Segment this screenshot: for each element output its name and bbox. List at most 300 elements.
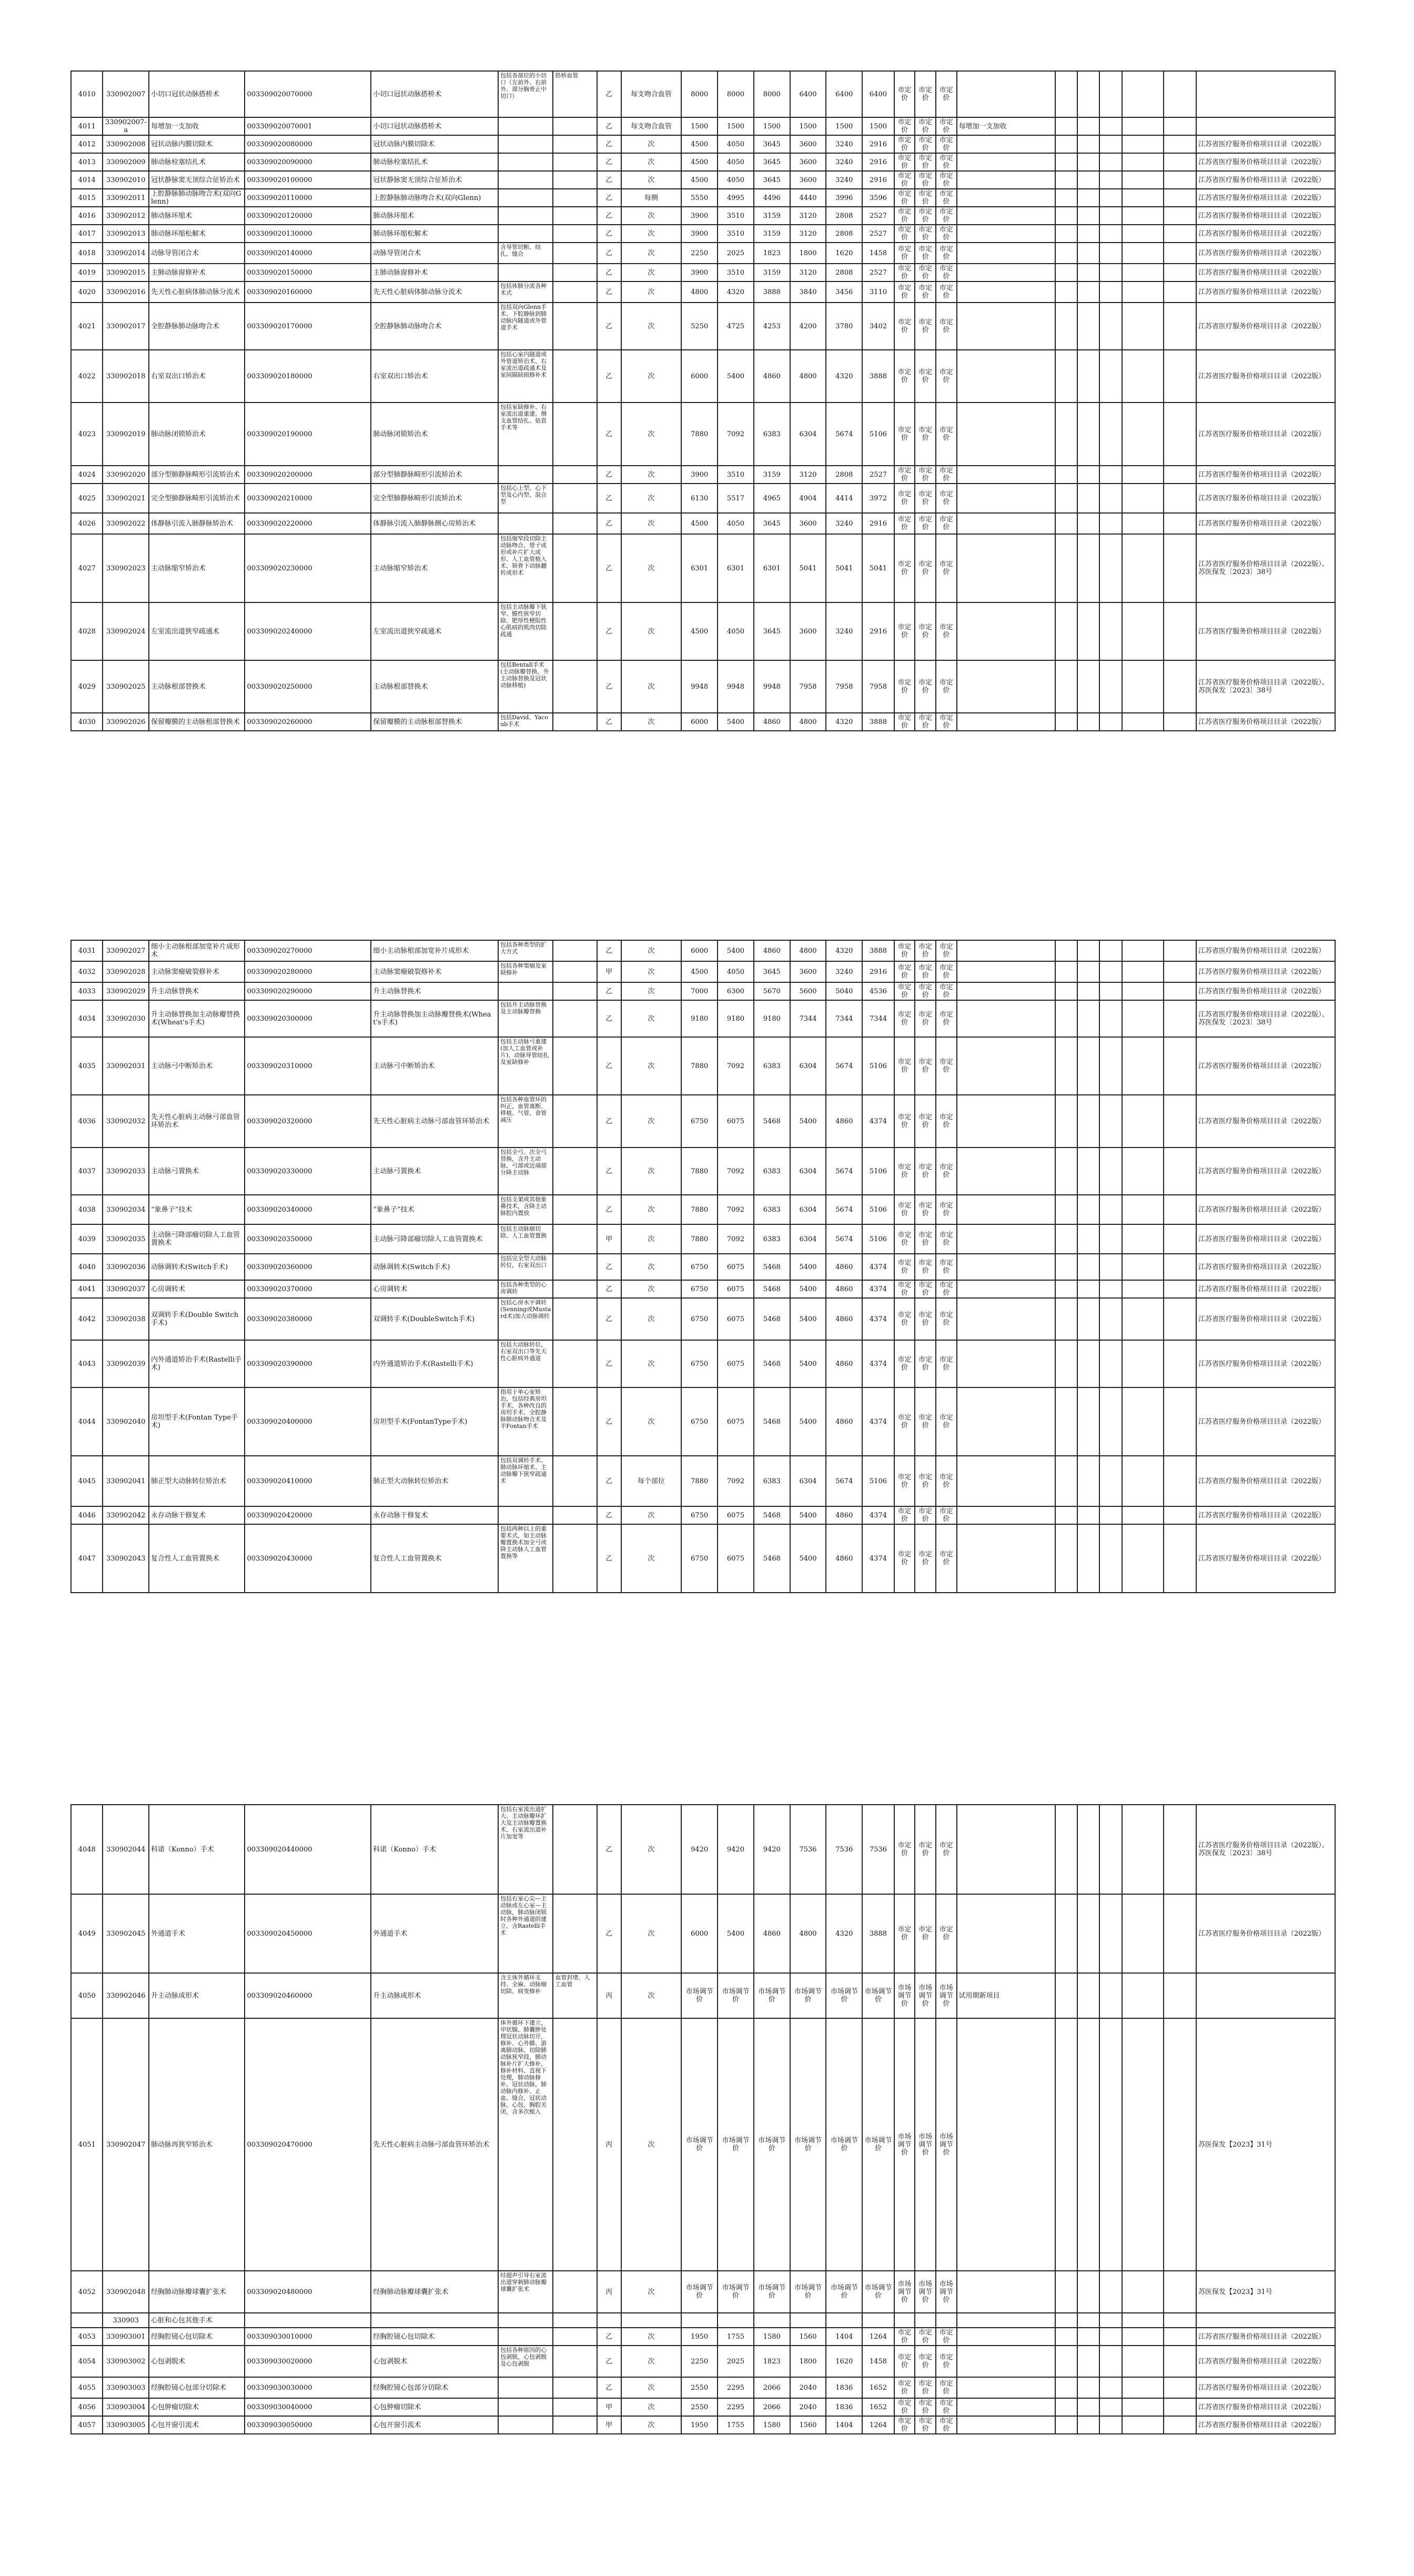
cell-name2: 部分型肺静脉畸形引流矫治术 (371, 466, 498, 484)
cell-name: 动脉调转术(Switch手术) (149, 1254, 245, 1280)
cell-e5 (1164, 2377, 1197, 2398)
cell-desc (498, 264, 553, 281)
cell-p2: 3510 (718, 466, 754, 484)
table-row (71, 484, 1335, 513)
cell-code: 330902045 (103, 1894, 149, 1973)
cell-e1 (1055, 402, 1077, 466)
cell-e2 (1077, 484, 1099, 513)
cell-level: 乙 (597, 713, 621, 731)
cell-name2: 主动脉缩窄矫治术 (371, 534, 498, 602)
cell-e5 (1164, 1387, 1197, 1456)
cell-e3 (1099, 171, 1123, 189)
cell-src: 江苏省医疗服务价格项目目录（2022版） (1196, 281, 1335, 303)
cell-src: 江苏省医疗服务价格项目目录（2022版） (1196, 466, 1335, 484)
cell-t2: 市场调节价 (915, 2018, 936, 2271)
cell-p4: 3840 (790, 281, 826, 303)
cell-name: 主动脉缩窄矫治术 (149, 534, 245, 602)
cell-name: 双调转手术(Double Switch手术) (149, 1298, 245, 1340)
cell-p3: 3888 (754, 281, 790, 303)
cell-t3: 市定价 (936, 534, 957, 602)
table-row (71, 2271, 1335, 2313)
cell-name: 先天性心脏病主动脉弓部血管环矫治术 (149, 1095, 245, 1148)
cell-src: 江苏省医疗服务价格项目目录（2022版） (1196, 940, 1335, 961)
table-row (71, 1095, 1335, 1148)
cell-code2: 003309020320000 (245, 1095, 371, 1148)
cell-src: 江苏省医疗服务价格项目目录（2022版） (1196, 189, 1335, 207)
cell-unit: 次 (621, 281, 682, 303)
cell-unit: 次 (621, 1280, 682, 1298)
cell-seq: 4016 (71, 207, 103, 225)
cell-name2: 心包剥脱术 (371, 2346, 498, 2377)
cell-desc: 包括各种窦瘤及室缺修补 (498, 961, 553, 982)
cell-p6: 3110 (862, 281, 894, 303)
cell-e4 (1122, 1973, 1163, 2018)
cell-p6 (862, 2313, 894, 2328)
cell-e1 (1055, 940, 1077, 961)
cell-level: 乙 (597, 1095, 621, 1148)
cell-unit: 次 (621, 402, 682, 466)
cell-unit: 次 (621, 513, 682, 534)
cell-p1: 4500 (681, 135, 718, 153)
cell-p3: 8000 (754, 71, 790, 117)
cell-p5: 3996 (826, 189, 862, 207)
cell-name: 动脉导管闭合术 (149, 243, 245, 264)
cell-level: 乙 (597, 534, 621, 602)
cell-t2: 市定价 (915, 2416, 936, 2434)
cell-p1: 6750 (681, 1387, 718, 1456)
cell-unit: 次 (621, 1506, 682, 1524)
cell-code: 330902012 (103, 207, 149, 225)
cell-e4 (1122, 1195, 1163, 1224)
cell-e1 (1055, 1894, 1077, 1973)
cell-src: 江苏省医疗服务价格项目目录（2022版） (1196, 350, 1335, 402)
cell-t2: 市定价 (915, 484, 936, 513)
cell-t3: 市定价 (936, 513, 957, 534)
cell-code: 330902040 (103, 1387, 149, 1456)
cell-e3 (1099, 961, 1123, 982)
cell-t2: 市定价 (915, 940, 936, 961)
cell-e2 (1077, 713, 1099, 731)
cell-code2: 003309020450000 (245, 1894, 371, 1973)
cell-e5 (1164, 71, 1197, 117)
cell-level: 乙 (597, 402, 621, 466)
cell-e2 (1077, 171, 1099, 189)
cell-e3 (1099, 1195, 1123, 1224)
cell-p4: 市场调节价 (790, 1973, 826, 2018)
cell-p3: 3159 (754, 225, 790, 243)
cell-t3: 市定价 (936, 225, 957, 243)
cell-code: 330903001 (103, 2328, 149, 2346)
cell-t2: 市定价 (915, 225, 936, 243)
cell-e4 (1122, 602, 1163, 660)
cell-e5 (1164, 171, 1197, 189)
cell-t2: 市定价 (915, 513, 936, 534)
cell-p2: 1755 (718, 2328, 754, 2346)
cell-p3: 9948 (754, 660, 790, 713)
cell-name2: 永存动脉干修复术 (371, 1506, 498, 1524)
cell-e3 (1099, 1894, 1123, 1973)
cell-e2 (1077, 940, 1099, 961)
table-row (71, 2018, 1335, 2271)
cell-e2 (1077, 534, 1099, 602)
cell-p6: 2527 (862, 207, 894, 225)
cell-code: 330902021 (103, 484, 149, 513)
cell-code: 330902008 (103, 135, 149, 153)
cell-e3 (1099, 117, 1123, 135)
cell-name: 主动脉根部替换术 (149, 660, 245, 713)
cell-note (957, 1280, 1056, 1298)
cell-name2: 先天性心脏病主动脉弓部血管环矫治术 (371, 2018, 498, 2271)
cell-code2: 003309020070001 (245, 117, 371, 135)
cell-seq: 4029 (71, 660, 103, 713)
cell-p1 (681, 2313, 718, 2328)
cell-p1: 6750 (681, 1524, 718, 1593)
cell-note (957, 484, 1056, 513)
cell-t1: 市定价 (894, 1254, 915, 1280)
cell-p5: 4860 (826, 1340, 862, 1387)
cell-p2: 6075 (718, 1280, 754, 1298)
cell-seq: 4023 (71, 402, 103, 466)
cell-p6: 4374 (862, 1506, 894, 1524)
cell-p4: 3600 (790, 513, 826, 534)
cell-p6: 3972 (862, 484, 894, 513)
cell-name: 心房调转术 (149, 1280, 245, 1298)
table-row (71, 602, 1335, 660)
cell-excl (553, 466, 597, 484)
cell-p5: 4860 (826, 1280, 862, 1298)
cell-t1: 市定价 (894, 602, 915, 660)
cell-p2: 4050 (718, 513, 754, 534)
cell-e5 (1164, 1095, 1197, 1148)
cell-e1 (1055, 189, 1077, 207)
cell-note (957, 1037, 1056, 1095)
cell-e1 (1055, 660, 1077, 713)
cell-note (957, 207, 1056, 225)
cell-seq: 4049 (71, 1894, 103, 1973)
cell-t1: 市定价 (894, 1280, 915, 1298)
cell-e5 (1164, 303, 1197, 350)
cell-name: 先天性心脏病体肺动脉分流术 (149, 281, 245, 303)
cell-p4: 6304 (790, 402, 826, 466)
cell-p6: 3888 (862, 940, 894, 961)
cell-src: 江苏省医疗服务价格项目目录（2022版） (1196, 153, 1335, 171)
cell-code: 330902014 (103, 243, 149, 264)
cell-e5 (1164, 2398, 1197, 2416)
cell-t2: 市定价 (915, 264, 936, 281)
cell-excl (553, 2398, 597, 2416)
cell-e5 (1164, 1973, 1197, 2018)
cell-p6: 2916 (862, 602, 894, 660)
cell-seq: 4047 (71, 1524, 103, 1593)
cell-note (957, 713, 1056, 731)
cell-p6: 2527 (862, 264, 894, 281)
cell-seq: 4012 (71, 135, 103, 153)
cell-p5: 7536 (826, 1805, 862, 1894)
cell-p5: 4320 (826, 1894, 862, 1973)
table-row (71, 225, 1335, 243)
cell-p3: 6383 (754, 1195, 790, 1224)
cell-t2: 市定价 (915, 1000, 936, 1037)
cell-excl (553, 1456, 597, 1506)
cell-name: 房坦型手术(Fontan Type手术) (149, 1387, 245, 1456)
price-table (70, 1804, 1336, 2434)
cell-excl (553, 225, 597, 243)
cell-name: 冠状动脉内膜切除术 (149, 135, 245, 153)
cell-name2: 冠状静脉窦无顶综合征矫治术 (371, 171, 498, 189)
cell-code: 330902031 (103, 1037, 149, 1095)
cell-code: 330902020 (103, 466, 149, 484)
cell-t3: 市定价 (936, 135, 957, 153)
cell-p2: 2025 (718, 243, 754, 264)
cell-p5: 3780 (826, 303, 862, 350)
cell-level: 乙 (597, 602, 621, 660)
cell-t2: 市定价 (915, 1280, 936, 1298)
cell-e3 (1099, 350, 1123, 402)
cell-level: 乙 (597, 225, 621, 243)
table-row (71, 1195, 1335, 1224)
cell-note (957, 1095, 1056, 1148)
cell-p3: 2066 (754, 2398, 790, 2416)
cell-p5: 4860 (826, 1524, 862, 1593)
cell-p1: 2550 (681, 2398, 718, 2416)
cell-t3: 市定价 (936, 207, 957, 225)
cell-e1 (1055, 466, 1077, 484)
cell-e1 (1055, 2346, 1077, 2377)
cell-name: 左室流出道狭窄疏通术 (149, 602, 245, 660)
cell-code: 330902038 (103, 1298, 149, 1340)
price-table-section-1 (70, 71, 1336, 731)
cell-excl (553, 1037, 597, 1095)
cell-p1: 市场调节价 (681, 2018, 718, 2271)
cell-t1: 市定价 (894, 713, 915, 731)
cell-t2: 市定价 (915, 1894, 936, 1973)
cell-excl (553, 153, 597, 171)
cell-excl (553, 1298, 597, 1340)
cell-p3: 1823 (754, 2346, 790, 2377)
cell-desc: 包括室缺修补、右室流出道重建、侧支血管结扎、姑息手术等 (498, 402, 553, 466)
cell-src: 江苏省医疗服务价格项目目录（2022版） (1196, 2328, 1335, 2346)
cell-unit: 次 (621, 1387, 682, 1456)
cell-code: 330902013 (103, 225, 149, 243)
cell-e4 (1122, 1298, 1163, 1340)
cell-name: 肺正型大动脉转位矫治术 (149, 1456, 245, 1506)
cell-desc: 含主体外循环支持、全麻、动脉瘤切除、病变修补 (498, 1973, 553, 2018)
cell-code2: 003309020120000 (245, 207, 371, 225)
cell-t3: 市定价 (936, 402, 957, 466)
cell-p4: 7536 (790, 1805, 826, 1894)
cell-e1 (1055, 1524, 1077, 1593)
cell-desc: 包括右室心尖—主动脉或左心室—主动脉，肺动脉闭锁时各种外通道的建立、含Rastelli手术 (498, 1894, 553, 1973)
cell-t1: 市定价 (894, 484, 915, 513)
cell-note (957, 171, 1056, 189)
cell-src: 江苏省医疗服务价格项目目录（2022版）、苏医保发〔2023〕38号 (1196, 1000, 1335, 1037)
cell-unit: 次 (621, 2271, 682, 2313)
cell-e3 (1099, 660, 1123, 713)
cell-p5: 2808 (826, 264, 862, 281)
cell-code2: 003309020430000 (245, 1524, 371, 1593)
cell-p1: 3900 (681, 264, 718, 281)
cell-p5: 3240 (826, 135, 862, 153)
cell-name: 复合性人工血管置换术 (149, 1524, 245, 1593)
cell-t2: 市定价 (915, 1506, 936, 1524)
cell-level: 乙 (597, 513, 621, 534)
cell-p5: 1500 (826, 117, 862, 135)
cell-t2: 市定价 (915, 117, 936, 135)
cell-p2: 4725 (718, 303, 754, 350)
cell-p4: 5400 (790, 1280, 826, 1298)
cell-p4: 4440 (790, 189, 826, 207)
cell-e4 (1122, 303, 1163, 350)
cell-e3 (1099, 713, 1123, 731)
cell-code2: 003309020350000 (245, 1224, 371, 1254)
table-row (71, 135, 1335, 153)
cell-p4: 1800 (790, 2346, 826, 2377)
cell-desc: 指用于单心室矫治，包括经典房坦手术，各种改良的房坦手术、全腔静脉肺动脉吻合术及半Fontan手术 (498, 1387, 553, 1456)
cell-code2: 003309020100000 (245, 171, 371, 189)
cell-p2: 7092 (718, 1224, 754, 1254)
cell-level: 乙 (597, 281, 621, 303)
cell-name2: 心包开窗引流术 (371, 2416, 498, 2434)
cell-seq: 4042 (71, 1298, 103, 1340)
cell-e2 (1077, 207, 1099, 225)
cell-p2: 3510 (718, 207, 754, 225)
cell-src: 江苏省医疗服务价格项目目录（2022版）、苏医保发〔2023〕38号 (1196, 1805, 1335, 1894)
cell-unit: 次 (621, 602, 682, 660)
cell-e3 (1099, 402, 1123, 466)
cell-name2: 先天性心脏病体肺动脉分流术 (371, 281, 498, 303)
cell-e5 (1164, 1037, 1197, 1095)
cell-desc: 包括David、Yacoub手术 (498, 713, 553, 731)
cell-desc (498, 117, 553, 135)
cell-src: 江苏省医疗服务价格项目目录（2022版） (1196, 2398, 1335, 2416)
cell-name: 肺动脉环缩松解术 (149, 225, 245, 243)
cell-e4 (1122, 660, 1163, 713)
cell-p1: 2250 (681, 243, 718, 264)
cell-p1: 1500 (681, 117, 718, 135)
cell-p6: 2916 (862, 961, 894, 982)
cell-e4 (1122, 1456, 1163, 1506)
cell-level: 乙 (597, 1456, 621, 1506)
cell-level: 丙 (597, 1973, 621, 2018)
cell-p4: 3600 (790, 602, 826, 660)
cell-e3 (1099, 2346, 1123, 2377)
cell-code: 330902035 (103, 1224, 149, 1254)
cell-code2: 003309020360000 (245, 1254, 371, 1280)
cell-p1: 6130 (681, 484, 718, 513)
cell-e2 (1077, 1456, 1099, 1506)
cell-level: 乙 (597, 466, 621, 484)
cell-level: 乙 (597, 171, 621, 189)
cell-p6: 1458 (862, 2346, 894, 2377)
cell-p2: 市场调节价 (718, 1973, 754, 2018)
cell-p1: 7880 (681, 1195, 718, 1224)
cell-level: 乙 (597, 189, 621, 207)
cell-note (957, 350, 1056, 402)
cell-t2: 市定价 (915, 71, 936, 117)
cell-e4 (1122, 2018, 1163, 2271)
cell-src: 江苏省医疗服务价格项目目录（2022版） (1196, 982, 1335, 1000)
cell-e3 (1099, 71, 1123, 117)
cell-note (957, 2313, 1056, 2328)
cell-p2: 2295 (718, 2377, 754, 2398)
cell-name2: 经胸肺动脉瓣球囊扩张术 (371, 2271, 498, 2313)
cell-excl (553, 2271, 597, 2313)
cell-p4: 6400 (790, 71, 826, 117)
cell-t1: 市定价 (894, 1095, 915, 1148)
cell-p3: 1500 (754, 117, 790, 135)
cell-excl (553, 264, 597, 281)
cell-e2 (1077, 117, 1099, 135)
cell-level: 甲 (597, 2416, 621, 2434)
cell-e2 (1077, 660, 1099, 713)
cell-p5: 2808 (826, 225, 862, 243)
cell-src: 江苏省医疗服务价格项目目录（2022版） (1196, 264, 1335, 281)
cell-t3: 市定价 (936, 71, 957, 117)
cell-t1: 市定价 (894, 171, 915, 189)
cell-code2: 003309030050000 (245, 2416, 371, 2434)
cell-code2: 003309020080000 (245, 135, 371, 153)
cell-excl (553, 243, 597, 264)
cell-e4 (1122, 2313, 1163, 2328)
cell-e1 (1055, 602, 1077, 660)
cell-p1: 7880 (681, 1037, 718, 1095)
cell-seq: 4010 (71, 71, 103, 117)
table-row (71, 1524, 1335, 1593)
cell-p1: 2250 (681, 2346, 718, 2377)
cell-note (957, 1524, 1056, 1593)
cell-code2: 003309020280000 (245, 961, 371, 982)
cell-seq: 4032 (71, 961, 103, 982)
cell-name2: 主动脉弓降部瘤切除人工血管置换术 (371, 1224, 498, 1254)
cell-e2 (1077, 1340, 1099, 1387)
cell-desc: 经超声引导右室流出道穿刺肺动脉瓣球囊扩张术 (498, 2271, 553, 2313)
cell-unit: 次 (621, 207, 682, 225)
cell-e3 (1099, 153, 1123, 171)
cell-p4: 5400 (790, 1298, 826, 1340)
cell-p1: 6750 (681, 1280, 718, 1298)
cell-e2 (1077, 264, 1099, 281)
cell-p3: 1580 (754, 2416, 790, 2434)
cell-code: 330902030 (103, 1000, 149, 1037)
cell-e4 (1122, 534, 1163, 602)
cell-e1 (1055, 135, 1077, 153)
cell-t2: 市定价 (915, 1095, 936, 1148)
cell-p1: 市场调节价 (681, 1973, 718, 2018)
cell-t2 (915, 2313, 936, 2328)
cell-level: 乙 (597, 1000, 621, 1037)
cell-name: 心包剥脱术 (149, 2346, 245, 2377)
cell-code: 330902044 (103, 1805, 149, 1894)
cell-excl (553, 117, 597, 135)
cell-e5 (1164, 1340, 1197, 1387)
cell-p2: 7092 (718, 402, 754, 466)
cell-e4 (1122, 225, 1163, 243)
cell-e3 (1099, 1254, 1123, 1280)
cell-p4: 4800 (790, 940, 826, 961)
cell-excl (553, 602, 597, 660)
cell-desc (498, 2328, 553, 2346)
cell-t2: 市定价 (915, 135, 936, 153)
cell-p6: 1458 (862, 243, 894, 264)
cell-note (957, 534, 1056, 602)
cell-p3: 6383 (754, 1456, 790, 1506)
cell-e3 (1099, 1037, 1123, 1095)
cell-e1 (1055, 713, 1077, 731)
table-row (71, 243, 1335, 264)
table-row (71, 281, 1335, 303)
cell-e5 (1164, 2313, 1197, 2328)
cell-p2: 1500 (718, 117, 754, 135)
